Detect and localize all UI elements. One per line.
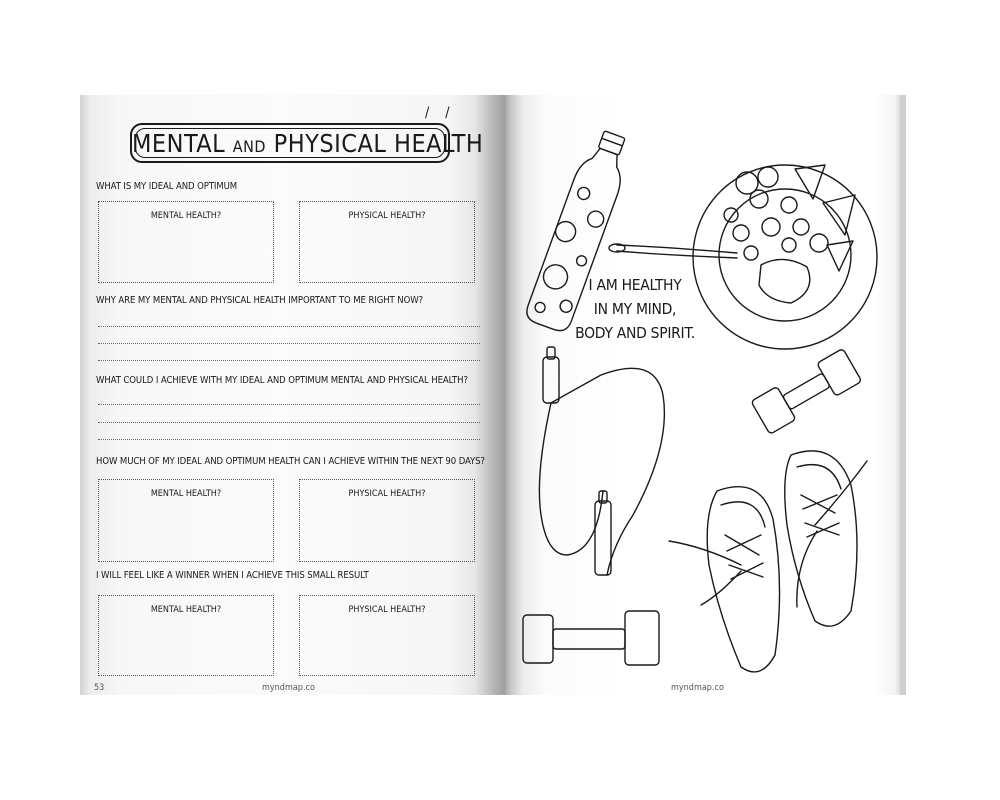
jump-rope-icon: [539, 347, 664, 575]
page-number: 53: [94, 683, 105, 693]
footer-url-right: myndmap.co: [671, 683, 724, 693]
question-3: WHAT COULD I ACHIEVE WITH MY IDEAL AND OPTIMUM MENTAL AND PHYSICAL HEALTH?: [96, 375, 468, 386]
affirmation-line-1: I AM HEALTHY: [588, 276, 682, 294]
open-book: [80, 95, 906, 695]
affirmation-line-2: IN MY MIND,: [593, 300, 677, 318]
sneakers-icon: [669, 451, 867, 672]
decorative-ticks: / /: [425, 105, 456, 121]
page-edge: [900, 95, 906, 695]
right-page: [505, 95, 900, 695]
question-1: WHAT IS MY IDEAL AND OPTIMUM: [96, 181, 238, 192]
writing-line[interactable]: [98, 360, 480, 361]
title-banner: [130, 123, 484, 163]
physical-health-box-1[interactable]: [299, 201, 475, 283]
dumbbell-icon: [523, 611, 659, 665]
coloring-illustration: [505, 95, 900, 695]
physical-health-box-3[interactable]: [299, 595, 475, 676]
writing-line[interactable]: [98, 439, 480, 440]
page-title: [132, 129, 484, 158]
writing-line[interactable]: [98, 404, 480, 405]
footer-url-left: myndmap.co: [262, 683, 315, 693]
question-4: HOW MUCH OF MY IDEAL AND OPTIMUM HEALTH CAN I ACHIEVE WITHIN THE NEXT 90 DAYS?: [96, 456, 485, 467]
dumbbell-icon: [751, 348, 862, 434]
left-page: [80, 95, 505, 695]
writing-line[interactable]: [98, 343, 480, 344]
affirmation-line-3: BODY AND SPIRIT.: [575, 324, 695, 342]
physical-health-label: PHYSICAL HEALTH?: [348, 605, 426, 615]
title-part-and: AND: [232, 137, 266, 156]
physical-health-label: PHYSICAL HEALTH?: [348, 489, 426, 499]
question-5: I WILL FEEL LIKE A WINNER WHEN I ACHIEVE THIS SMALL RESULT: [96, 570, 369, 581]
writing-line[interactable]: [98, 422, 480, 423]
mental-health-label: MENTAL HEALTH?: [150, 605, 222, 615]
question-2: WHY ARE MY MENTAL AND PHYSICAL HEALTH IMPORTANT TO ME RIGHT NOW?: [96, 295, 424, 306]
affirmation-text: [575, 273, 695, 345]
title-part-physical: PHYSICAL HEALTH: [273, 129, 484, 158]
physical-health-box-2[interactable]: [299, 479, 475, 562]
mental-health-box-3[interactable]: [98, 595, 274, 676]
writing-line[interactable]: [98, 326, 480, 327]
mental-health-box-1[interactable]: [98, 201, 274, 283]
title-part-mental: MENTAL: [132, 129, 226, 158]
mental-health-label: MENTAL HEALTH?: [150, 211, 222, 221]
physical-health-label: PHYSICAL HEALTH?: [348, 211, 426, 221]
mental-health-label: MENTAL HEALTH?: [150, 489, 222, 499]
mental-health-box-2[interactable]: [98, 479, 274, 562]
